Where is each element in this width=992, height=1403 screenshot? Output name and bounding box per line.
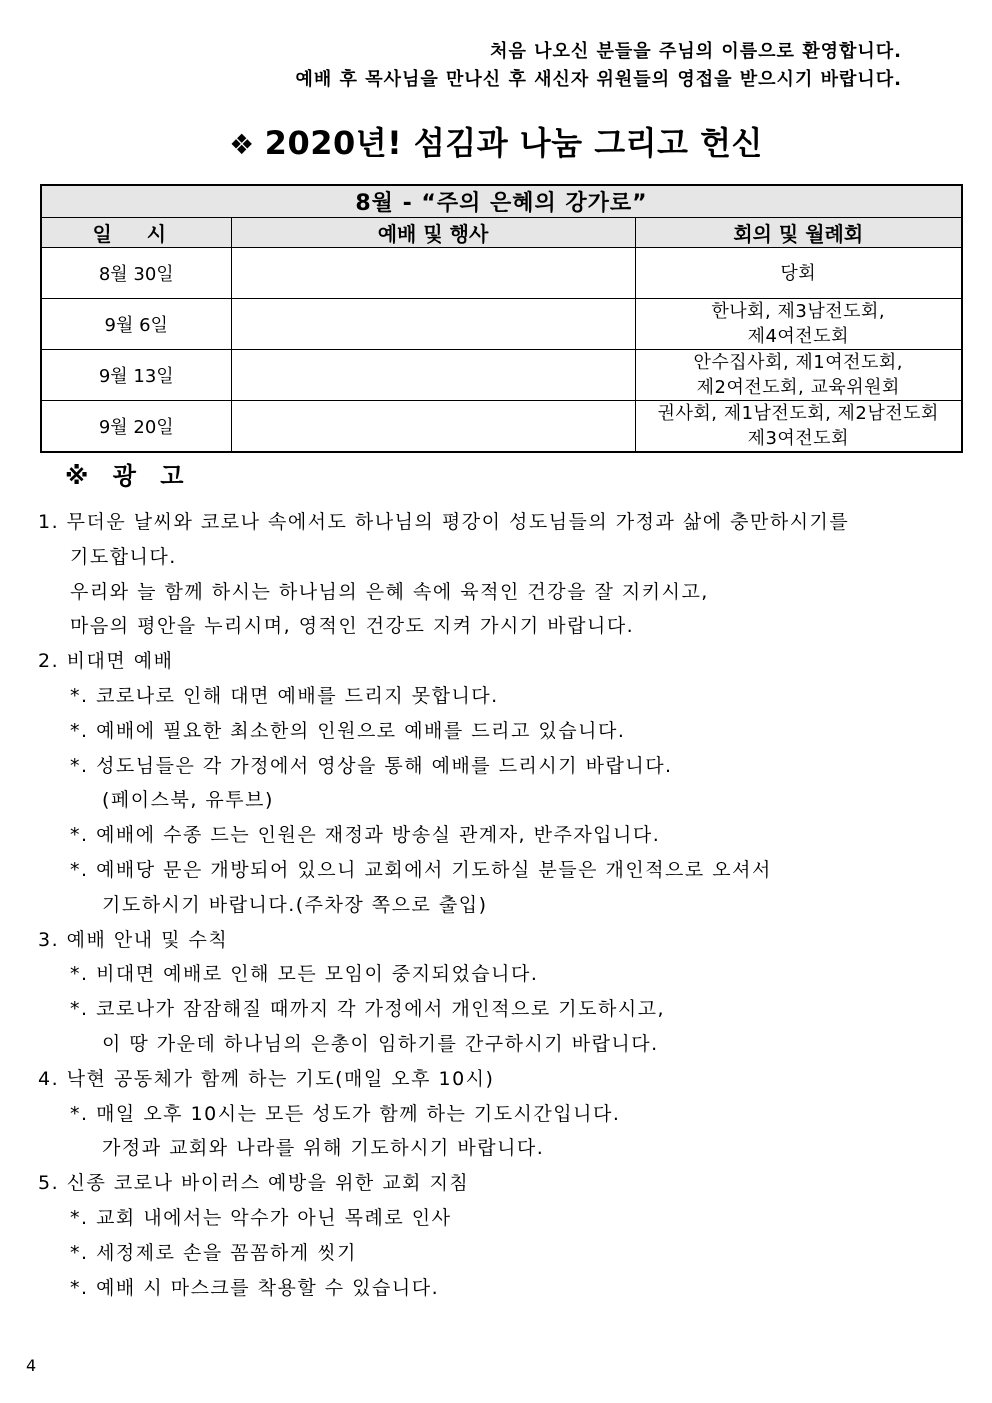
- date-cell: 9월 6일: [41, 299, 231, 350]
- announcement-bullet: *. 예배 시 마스크를 착용할 수 있습니다.: [70, 1276, 440, 1299]
- meeting-line: 제2여전도회, 교육위원회: [696, 377, 900, 398]
- welcome-message: [296, 38, 903, 94]
- announcement-item-4: 4. 낙현 공동체가 함께 하는 기도(매일 오후 10시): [38, 1067, 495, 1090]
- meeting-cell: [635, 248, 962, 299]
- announcement-item-5: 5. 신종 코로나 바이러스 예방을 위한 교회 지침: [38, 1172, 470, 1195]
- announcement-bullet: *. 세정제로 손을 꼼꼼하게 씻기: [70, 1241, 357, 1264]
- diamond-icon: ❖: [229, 128, 255, 161]
- announcement-bullet: *. 성도님들은 각 가정에서 영상을 통해 예배를 드리시기 바랍니다.: [70, 754, 673, 777]
- table-row: [41, 401, 962, 453]
- meeting-cell: [635, 401, 962, 453]
- column-header-worship: 예배 및 행사: [231, 218, 635, 248]
- schedule-table: [40, 184, 963, 453]
- announcement-bullet: *. 매일 오후 10시는 모든 성도가 함께 하는 기도시간입니다.: [70, 1102, 621, 1125]
- announcement-bullet: *. 코로나가 잠잠해질 때까지 각 가정에서 개인적으로 기도하시고,: [70, 998, 666, 1021]
- announcement-line: 기도하시기 바랍니다.(주차장 쪽으로 출입): [102, 893, 488, 916]
- announcement-line: 마음의 평안을 누리시며, 영적인 건강도 지켜 가시기 바랍니다.: [70, 615, 635, 638]
- announcement-bullet: *. 예배당 문은 개방되어 있으니 교회에서 기도하실 분들은 개인적으로 오셔서: [70, 858, 772, 881]
- announcement-line: 우리와 늘 함께 하시는 하나님의 은혜 속에 육적인 건강을 잘 지키시고,: [70, 580, 709, 603]
- date-cell: 9월 13일: [41, 350, 231, 401]
- event-cell: [231, 299, 635, 350]
- page-number: 4: [26, 1356, 37, 1375]
- meeting-line: 안수집사회, 제1여전도회,: [693, 352, 904, 373]
- announcements-heading: ※ 광 고: [65, 462, 192, 490]
- date-cell: 9월 20일: [41, 401, 231, 453]
- meeting-cell: [635, 299, 962, 350]
- page-title-text: 2020년! 섬김과 나눔 그리고 헌신: [264, 124, 763, 162]
- announcement-bullet: *. 예배에 수종 드는 인원은 재정과 방송실 관계자, 반주자입니다.: [70, 824, 661, 847]
- column-header-meetings: 회의 및 월례회: [635, 218, 962, 248]
- month-heading: 8월 - “주의 은혜의 강가로”: [41, 185, 962, 218]
- announcement-bullet: *. 교회 내에서는 악수가 아닌 목례로 인사: [70, 1206, 452, 1229]
- table-row: [41, 350, 962, 401]
- table-row: [41, 248, 962, 299]
- table-row: [41, 299, 962, 350]
- announcement-bullet: *. 코로나로 인해 대면 예배를 드리지 못합니다.: [70, 684, 499, 707]
- announcement-line: 이 땅 가운데 하나님의 은총이 임하기를 간구하시기 바랍니다.: [102, 1032, 659, 1055]
- welcome-line-1: 처음 나오신 분들을 주님의 이름으로 환영합니다.: [490, 41, 902, 62]
- meeting-line: 권사회, 제1남전도회, 제2남전도회: [657, 403, 939, 424]
- table-header-row: [41, 218, 962, 248]
- announcement-bullet: *. 예배에 필요한 최소한의 인원으로 예배를 드리고 있습니다.: [70, 719, 626, 742]
- meeting-line: 한나회, 제3남전도회,: [711, 301, 886, 322]
- announcement-line: (페이스북, 유투브): [102, 789, 274, 812]
- meeting-line: 제3여전도회: [747, 428, 849, 449]
- announcements-body: [38, 505, 958, 1305]
- meeting-cell: [635, 350, 962, 401]
- date-cell: 8월 30일: [41, 248, 231, 299]
- page-title: [0, 118, 992, 164]
- welcome-line-2: 예배 후 목사님을 만나신 후 새신자 위원들의 영접을 받으시기 바랍니다.: [295, 69, 902, 90]
- column-header-date: 일 시: [41, 218, 231, 248]
- announcement-item-2: 2. 비대면 예배: [38, 650, 174, 673]
- announcement-item-3: 3. 예배 안내 및 수칙: [38, 928, 229, 951]
- announcement-line: 가정과 교회와 나라를 위해 기도하시기 바랍니다.: [102, 1137, 545, 1160]
- event-cell: [231, 401, 635, 453]
- event-cell: [231, 248, 635, 299]
- announcement-bullet: *. 비대면 예배로 인해 모든 모임이 중지되었습니다.: [70, 963, 539, 986]
- meeting-line: 당회: [780, 262, 817, 284]
- meeting-line: 제4여전도회: [747, 326, 849, 347]
- announcement-line: 기도합니다.: [70, 545, 177, 568]
- event-cell: [231, 350, 635, 401]
- month-heading-row: [41, 185, 962, 218]
- announcement-item-1: 1. 무더운 날씨와 코로나 속에서도 하나님의 평강이 성도님들의 가정과 삶에 충만하시기를: [38, 511, 850, 533]
